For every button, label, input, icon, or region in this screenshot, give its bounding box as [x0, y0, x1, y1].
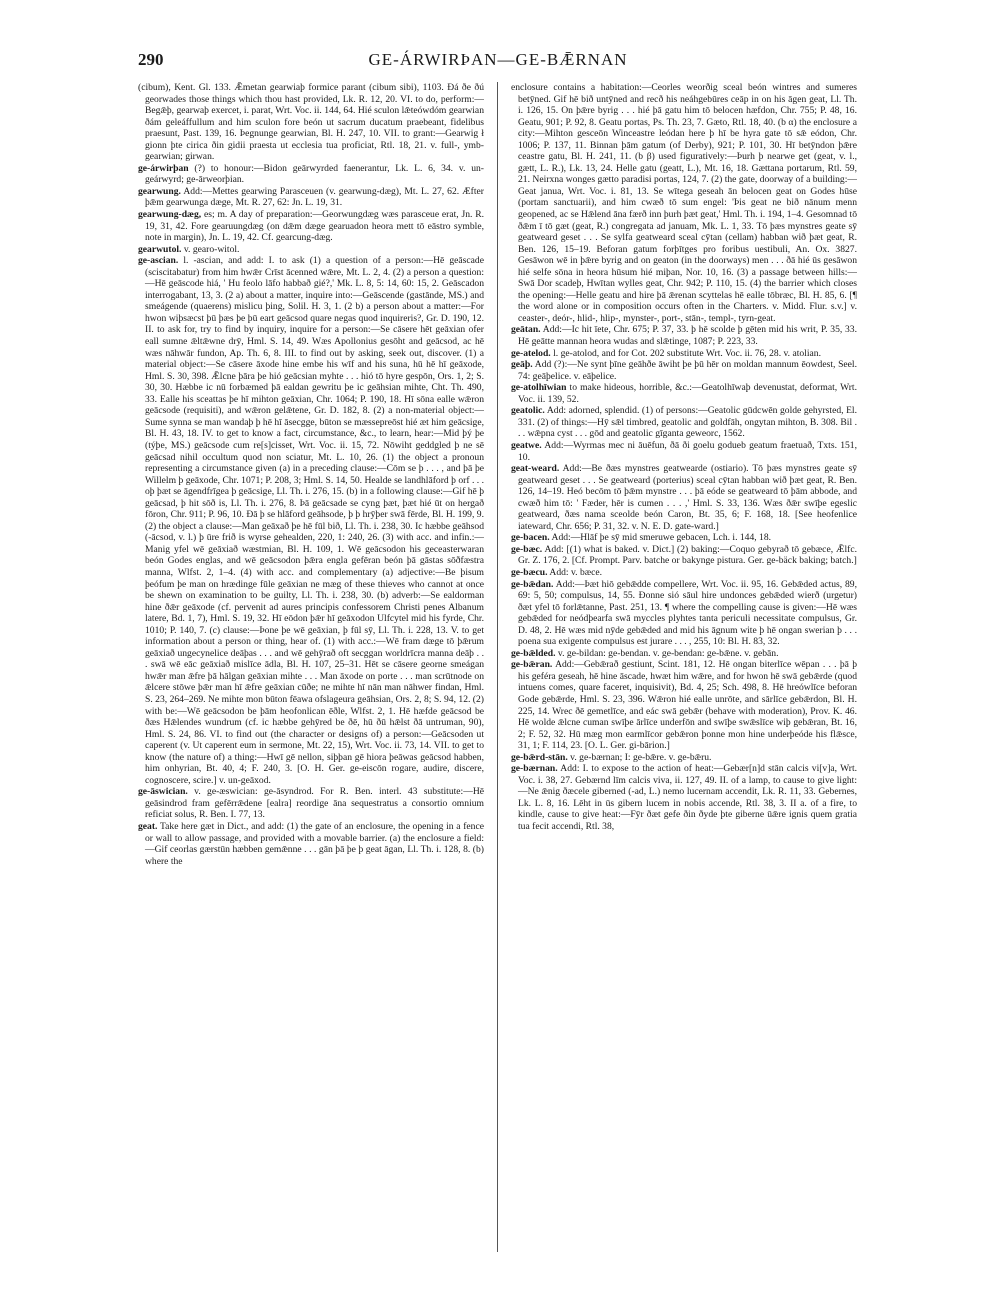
entry-headword: geat. [138, 821, 158, 832]
dictionary-entry [511, 440, 857, 463]
entry-headword: ge-árwirþan [138, 162, 189, 174]
entry-headword: geatolic. [511, 405, 545, 417]
dictionary-entry [511, 567, 857, 579]
entry-headword: ge-bǣlded. [511, 647, 556, 659]
entry-text: Add:—Ic hit īete, Chr. 675; P. 37, 33. þ hē scolde þ gēten mid his writ, P. 35, 33. Hē geātte mannan heora wudas and slǣtinge, 1087; P. 223, 33. [518, 324, 857, 348]
entry-headword: geatwe. [511, 439, 542, 451]
right-column [511, 82, 857, 1262]
entry-headword: ge-bæc. [511, 543, 543, 555]
dictionary-entry [138, 821, 484, 867]
running-head [138, 50, 858, 76]
dictionary-entry [511, 659, 857, 751]
entry-text: v. ge-bildan: ge-bendan. v. ge-bendan: ge-bǣne. v. gebān. [557, 647, 779, 659]
dictionary-entry [138, 82, 484, 163]
entry-text: (?) to honour:—Bidon geārwyrded faenerantur, Lk. L. 6, 34. v. un-geárwyrd; ge-ārweorþian. [145, 162, 484, 186]
entry-text: Add (?):—Ne synt þīne geāhðe āwiht þe þū hēr on moldan mannum ēowdest, Seel. 74: geāþelice. v. eāþelice. [518, 359, 857, 382]
entry-text: v. ge-bærnan; I: ge-bǣre. v. ge-bǣru. [570, 751, 712, 763]
entry-text: Add:—Wyrmas mec ni āuēfun, ðā ði goelu godueb geatum fraetuað, Txts. 151, 10. [518, 439, 857, 463]
entry-text: Add:—Gebǣrað gestiunt, Scint. 181, 12. Hē ongan biterlīce wēpan . . . þā þ his geféra geseah, hē hine āscade, hwæt him wǣre, and for hwon hē swā gebǣrde (quod intuens comes, quare faceret, inquisivit), Bd. 4, 25; Sch. 498, 8. Hē hreówlīce beforan Gode gebǣrde, Hml. S. 23, 396. Wǣron hié ealle unrōte, and sārlīce gebǣrdon, Bl. H. 225, 14. Wrec ðē gemetlīce, and eác swā gebǣr (behave with moderation), Prov. K. 46. Hē wolde ǣlcne cuman swīþe ārlīce underfōn and swīþe swǣslīce wiþ gebǣran, Bt. 16, 2; F. 52, 32. Hū mæg mon earmlīcor gebǣron þonne mon hine underþeóde his flǣsce, 31, 1; F. 114, 23. [O. L. Ger. gi-bārion.] [518, 659, 857, 752]
entry-headword: ge-atolhīwian [511, 382, 567, 394]
entry-headword: gearwung. [138, 185, 181, 197]
entry-text: Add: v. bæce. [549, 566, 603, 578]
columns [138, 82, 857, 1262]
entry-headword: gearwutol. [138, 243, 182, 255]
dictionary-entry [138, 186, 484, 209]
entry-text: v. gearo-witol. [183, 243, 240, 255]
left-column [138, 82, 484, 1262]
dictionary-entry [511, 405, 857, 440]
dictionary-entry [511, 382, 857, 405]
entry-text: Add:—Hlāf þe sȳ mid smeruwe gebacen, Lch. i. 144, 18. [551, 532, 772, 544]
dictionary-entry [138, 786, 484, 821]
entry-headword: ge-ascian. [138, 255, 179, 267]
dictionary-entry [511, 544, 857, 567]
dictionary-entry [511, 752, 857, 764]
entry-headword: ge-bǣran. [511, 659, 553, 671]
entry-headword: ge-bæcu. [511, 566, 548, 578]
entry-text: l. ge-atolod, and for Cot. 202 substitute Wrt. Voc. ii. 76, 28. v. atolian. [553, 347, 821, 359]
dictionary-entry [511, 532, 857, 544]
entry-headword: geātan. [511, 324, 541, 336]
entry-text: (cibum), Kent. Gl. 133. Ǣmetan gearwiaþ formice parant (cibum sibi), 1103. Ðá ðe ðú georwades those things which thou hast provided, Lk. R. 12, 20. VI. to do, perform:—Begǣþ, gearwaþ exercet, i. parat, Wrt. Voc. ii. 144, 64. Hié sculon lǣteówdóm gearwian ðám geleáffullum and him sculon fore beón ut sacrum ducatum praebeant, fidelibus praesunt, Past. 139, 16. Þegnunge gearwian, Bl. H. 247, 10. VII. to grant:—Gearwig ł gionn þte cirica ðin gidii praesta ut ecclesia tua proficiat, Rtl. 18, 21. v. full-, ymb-gearwian; girwan. [138, 82, 484, 163]
dictionary-entry [138, 255, 484, 786]
dictionary-entry [511, 648, 857, 660]
entry-headword: ge-bǣrd-stān. [511, 751, 568, 763]
dictionary-entry [511, 348, 857, 360]
entry-headword: gearwung-dæg, [138, 209, 202, 221]
entry-text: Add: adorned, splendid. (1) of persons:—Geatolic gūdcwēn golde gehyrsted, El. 331. (2) of things:—Hȳ sǣl timbred, geatolic and goldfāh, ongytan mihton, B. 308. Bil . . . wǣpna cyst . . . gōd and geatolic gīganta geweorc, 1562. [518, 405, 857, 440]
entry-text: Add: [(1) what is baked. v. Dict.] (2) baking:—Coquo gebyrað tō gebæce, Ǣlfc. Gr. Z. 176, 2. [Cf. Prompt. Parv. batche or bakynge pistura. Ger. ge-bäck baking; batch.] [518, 543, 857, 567]
entry-headword: geat-weard. [511, 463, 560, 475]
dictionary-entry [138, 244, 484, 256]
entry-text: v. ge-æswician: ge-āsyndrod. For R. Ben. interl. 43 substitute:—Hē geāsindrod fram gefērrǣdene [ealra] reordige āna sequestratus a consortio omnium reficiat solus, R. Ben. I. 77, 13. [145, 786, 484, 821]
entry-text: Add:—Mettes gearwing Parasceuen (v. gearwung-dæg), Mt. L. 27, 62. Æfter þǣm gearwunga dæge, Mt. R. 27, 62: Jn. L. 19, 31. [145, 185, 484, 209]
entry-text: Add: I. to expose to the action of heat:—Gebær[n]d stān calcis vi[v]a, Wrt. Voc. i. 38, 27. Gebærnd līm calcis viva, ii. 127, 49. II. of a lamp, to cause to give light:—Ne ǣnig ðæcele giberned (-ad, L.) nemo lucernam accendit, Lk. R. 11, 33. Gebernes, Lk. L. 8, 16. Lēht in ūs gibern lucem in nobis accende, Rtl. 38, 3. II a. of a fire, to kindle, cause to give heat:—Fȳr ðæt gefe ðin ðyde þte giberne ūǣre ignis quem gratia tua fecit accendi, Rtl. 38, [518, 763, 857, 832]
entry-text: enclosure contains a habitation:—Ceorles weorðig sceal beón wintres and sumeres betȳned. Gif hē bið untȳned and recð his neáhgebūres ceāp in on his āgen geat, Ll. Th. i. 126, 15. On þǣre byrig . . . hié þā gatu him tō belocen hæfdon, Chr. 755; P. 48, 16. Geatu, 901; P. 92, 8. Geatu portas, Ps. Th. 23, 7. Gæto, Rtl. 18, 40. (b α) the enclosure a city:—Mihton gesceōn Winceastre leódan here þ hī be hyra gate tō sǣ eódon, Chr. 1006; P. 137, 11. Binnan þām gatum (of Derby), 921; P. 101, 30. Hī betȳndon þǣre ceastre gatu, Bl. H. 241, 11. (b β) used figuratively:—Þurh þ nearwe get (geat, v. l., gætt, L. R.), Lk. 13, 24. Helle gatu (geatt, L.), Mt. 16, 18. Gættana portarum, Rtl. 59, 21. Neirxna wonges gætto paradisi portas, 124, 7. (2) the gate, doorway of a building:—Geat janua, Wrt. Voc. i. 81, 13. Se wītega geseah ān belocen geat on Godes hūse (portam sanctuarii), and him cwæð tō sum engel: 'Þis geat ne bið nānum menn geopened, ac se Hǣlend āna færð inn þurh þæt geat,' Hml. Th. i. 194, 1–4. Gesomnad tō ðǣm ī tō gæt (geat, R.) congregata ad januam, Mk. L. 1, 33. Tō þæs mynstres geate sȳ geatweard geset . . . Se sylfa geatweard sceal cȳtan (cellam) habban wið þæt geat, R. Ben. 126, 15–19. Beforan gatum forþītges pro foribus uestibuli, An. Ox. 3827. Gesāwon wē in þǣre byrig and on geaton (in the doorways) men . . . ðā hié ūs gesāwon hié selfe sōna in heora hūsum hié miþan, Nor. 10, 16. (3) a passage between hills:—Swā Dor scadeþ, Hwītan wylles geat, Chr. 942; P. 110, 15. (4) the barrier which closes the opening:—Helle geatu and hire þā ǣrenan scyttelas hē ealle tōbræc, Bl. H. 85, 6. [¶ the word alone or in composition occurs often in the Charters. v. Midd. Flur. s.v.] v. ceaster-, deór-, hlid-, hlip-, mynster-, port-, stān-, templ-, tyrn-geat. [511, 82, 857, 324]
entry-text: to make hideous, horrible, &c.:—Geatolhīwaþ devenustat, deformat, Wrt. Voc. ii. 139, 52. [518, 382, 857, 405]
entry-headword: ge-bærnan. [511, 763, 558, 775]
dictionary-entry [511, 82, 857, 324]
entry-headword: ge-atelod. [511, 347, 551, 359]
entry-headword: geāþ. [511, 359, 533, 371]
dictionary-entry [511, 359, 857, 382]
page-number: 290 [138, 50, 164, 69]
page-header-title: GE-ÁRWIRÞAN—GE-BǢRNAN [368, 50, 628, 69]
entry-text: Take here gæt in Dict., and add: (1) the gate of an enclosure, the opening in a fence or wall to allow passage, and provided with a movable barrier. (a) the enclosure a field:—Gif ceorlas gærstūn hæbben gemǣnne . . . gān þā þe þ geat āgan, Ll. Th. i. 128, 8. (b) where the [145, 821, 484, 867]
dictionary-entry [511, 579, 857, 648]
entry-headword: ge-bacen. [511, 532, 550, 544]
entry-headword: ge-bǣdan. [511, 578, 554, 590]
dictionary-entry [511, 763, 857, 832]
entry-text: es; m. A day of preparation:—Georwungdæg wæs parasceue erat, Jn. R. 19, 31, 42. Fore gearuungdæg (on dǣm dæge gearuadon heora mett tō eāstro symble, note in margin), Jn. L. 19, 42. Cf. gearcung-dæg. [145, 209, 484, 244]
column-divider [497, 82, 498, 1252]
dictionary-entry [511, 324, 857, 347]
entry-text: Add:—Þæt hiō gebǣdde compellere, Wrt. Voc. ii. 95, 16. Gebǣded actus, 89, 69: 5, 50; compulsus, 14, 55. Ðonne sió sāul hire undonces gebǣded wierð (urgetur) ðæt yfel tō forlǣtanne, Past. 251, 13. ¶ where the compelling cause is given:—Hē wæs gebǣded for neódþearfa swā myccles plyhtes tanta periculi necessitate compulsus, Gr. D. 48, 2. Hē wæs mid nȳde gebǣded and mid his āgnum wite þ hē ongan swerian þ . . . poena sua exigente compulsus est jurare . . . , 255, 10: Bl. H. 83, 32. [518, 578, 857, 648]
entry-text: l. -ascian, and add: I. to ask (1) a question of a person:—Hē geāscade (sciscitabatur) from him hwǣr Crīst ācenned wǣre, Mt. L. 2, 4. (2) a person a question:—Hē geāscode hiá, ' Hu feolo lāfo habbað gié?,' Mk. L. 8, 5: 14, 60: 15, 2. Geāscadon interrogabant, 13, 3. (2 a) about a matter, inquire into:—Geāscende (gastānde, MS.) and smeágende (quaerens) mislicu þing, Solil. H. 3, 1. (2 b) a person about a matter:—For hwon wiþsæcst þū þæs þe þū eart geācsod quare negas quod inquireris?, Gr. D. 190, 12. II. to ask for, try to find by inquiry, inquire for a person:—Se cāsere hēt geāxian ofer eall sumne ǣltǣwne drȳ, Hml. S. 14, 49. Wæs Apollonius gesōht and geācsod, ac hē wæs nāhwār fundon, Ap. Th. 6, 8. III. to find out by asking, seek out, discover. (1) a material object:—Se cāsere āxode hine embe his wīf and his suna, hū hē hī geāxode, Hml. S. 30, 398. Ǣlcne þāra þe hió geācsian myhte . . . hió tō hyre gespōn, Ors. 1, 2; S. 30, 30. Hæbbe ic nū forbæmed þā ealdan gewritu þe ic geāhsian mihte, Cht. Th. 490, 33. Ealle his sceattas þe hī mihton geāxian, Chr. 1064; P. 190, 18. Hī sōna ealle wǣron geācsode (requisiti), and wǣron gelǣtene, Gr. D. 182, 8. (2) a non-material object:—Sume synna se man wandaþ þ hē hī āsecgge, būton se mæssepreōst hié æt him geācsige, Bl. H. 43, 18. IV. to get to know a fact, circumstance, &c., to learn, hear:—Mid þý þe (týþe, MS.) geācsode cum re[s]cisset, Wrt. Voc. ii. 15, 72. Nōwiht geddgled þ ne sē geācsad nihil occultum quod non sciatur, Mt. L. 10, 26. (1) the object a pronoun representing a circumstance given (a) in a preceding clause:—Cōm se þ . . . , and þā þe Willelm þ geāxode, Chr. 1071; P. 208, 3; Hml. S. 14, 50. Healde se landhlāford þ orf . . . oþ þæt se āgendfrīgea þ geācsige, Ll. Th. i. 276, 15. (b) in a following clause:—Gif hē þ geācsad, þ hit sōð is, Ll. Th. i. 276, 8. Þā geācsade se cyng þæt, þæt hié ūt on hergað fōron, Chr. 911; P. 96, 10. Ðā þ se hlāford geāhsode, þ þ hrȳþer swā fērde, Bl. H. 199, 9. (2) the object a clause:—Man geāxað þe hē fūl bið, Ll. Th. i. 238, 30. Ic hæbbe geāhsod (-ācsod, v. l.) þ ūre frið is wyrse gehealden, 220, 1: 240, 26. (3) with acc. and infin.:—Manig yfel wē geāxiað wæstmian, Bl. H. 109, 1. Wē geācsodon his geceasterwaran beón Godes englas, and wē geācsodon þǣra engla gefēran beón þā gāstas sōðfæstra manna, Wlfst. 2, 1–4. (4) with acc. and complementary (a) adjective:—Be þisum þeófum þe man on hrædinge fūle geāxian ne mæg of these thieves who cannot at once be shewn on examination to be guilty, Ll. Th. i. 238, 30. (b) adverb:—Se ealdorman hine ðǣr geāxode (cf. pervenit ad aures principis confessorem Christi penes Albanum latere, Bd. 1, 7), Hml. S. 19, 32. Hī eōdon þǣr hī geāxodon Ulfcytel mid his fyrde, Chr. 1010; P. 140, 7. (c) clause:—Þone þe wē geāxian, þ fūl sȳ, Ll. Th. i. 228, 13. V. to get information about a person or thing, hear of. (1) with acc.:—Wē fram dæge tō þǣrum geāxiað ungecynelice deāþas . . . and wē gehȳrað oft secggan worldrīcra manna deāþ . . . swā wē eāc geāxiað mislīce ādla, Bl. H. 107, 25–31. Hēt se cāsere georne smeágan hwǣr man ǣfre þā hālgan geāxian mihte . . . Man āxode on porte . . . man scrūtnode on ǣlcere stōwe þǣr man hī ǣfre geāxian cūðe; ne mihte hī nān man nāhwer findan, Hml. S. 23, 264–269. Ne mihte mon būton fēawa ofslageura geāhsian, Ors. 2, 8; S. 94, 12. (2) with be:—Wē geācsodon be þām heofonlican ēðle, Wlfst. 2, 1. Hē hæfde geācsod be ðæs Hǣlendes wundrum (cf. ic hæbbe gehȳred be ðē, hū ðū hǣlst ðā untruman, 90), Hml. S. 24, 86. VI. to find out (the character or designs of) a person:—Geācsoden ut caperent (v. Ut caperent eum in sermone, Mt. 22, 15), Wrt. Voc. ii. 73, 14. VII. to get to know (the nature of) a thing:—Hwī gē nellon, siþþan gē hiora þeāwas geācsod habben, him onhyrian, Bt. 40, 4; F. 240, 3. [O. H. Ger. ge-eiscōn rogare, audire, discere, cognoscere, scire.] v. un-geāxod. [145, 255, 484, 786]
dictionary-entry [138, 163, 484, 186]
entry-headword: ge-āswician. [138, 786, 188, 798]
entry-text: Add:—Be ðæs mynstres geatwearde (ostiario). Tō þæs mynstres geate sȳ geatweard geset . . . Se geatweard (porterius) sceal cȳtan habban wið þæt geat, R. Ben. 126, 14–19. Heó becōm tō þǣm mynstre . . . þā eóde se geatweard tō þām abbode, and cwæð him tō: ' Fæder, hēr is cumen . . . ,' Hml. S. 33, 136. Wæs ðǣr swīþe egeslic geatweard, ðæs nama sceolde beón Caron, Bt. 35, 6; F. 168, 18. [See heofenlice iateward, Chr. 656; P. 31, 32. v. N. E. D. gate-ward.] [518, 463, 857, 532]
dictionary-entry [138, 209, 484, 244]
dictionary-entry [511, 463, 857, 532]
